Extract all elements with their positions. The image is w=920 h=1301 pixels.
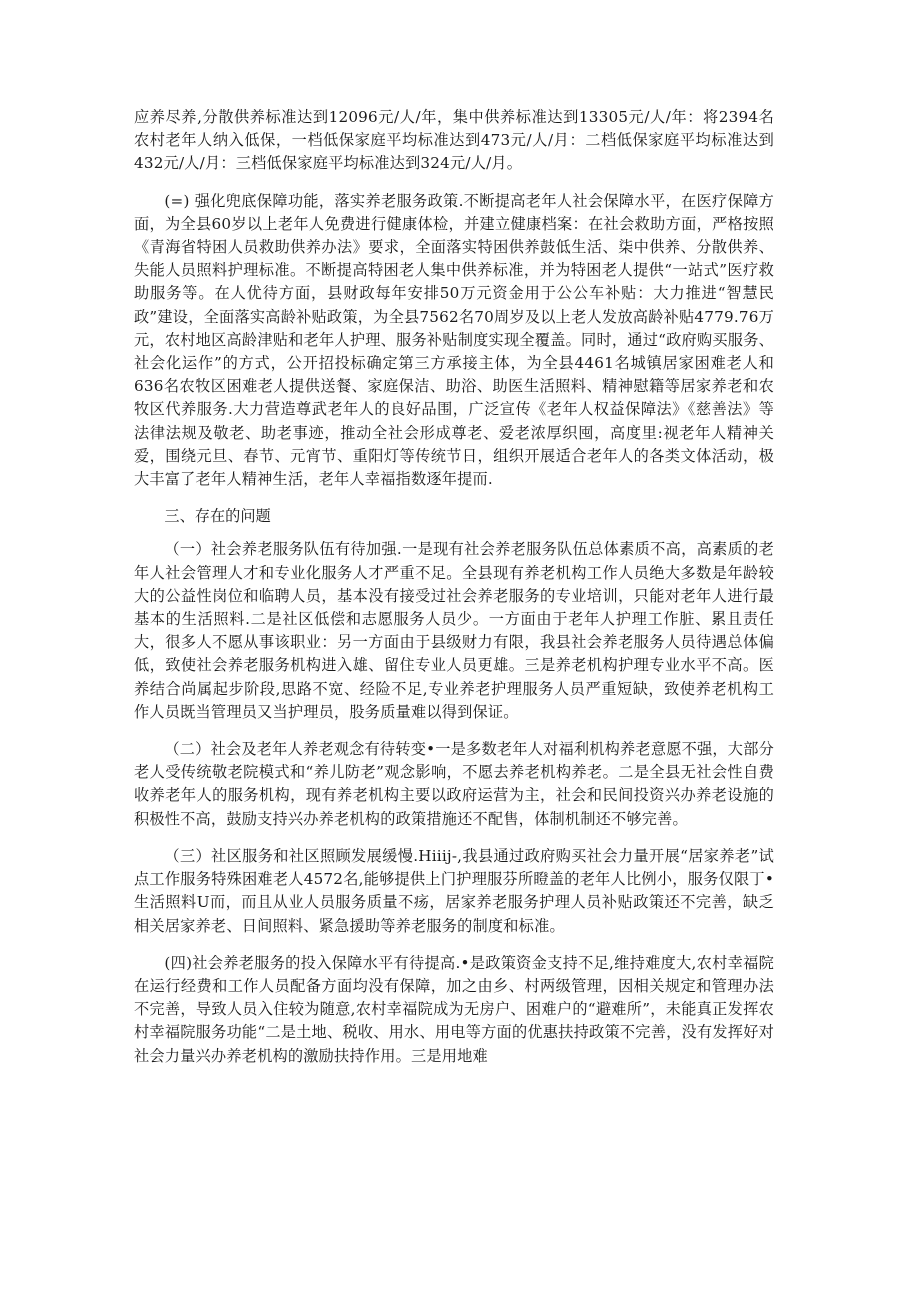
paragraph-problem-3-community-services: （三）社区服务和社区照顾发展缓慢.Hiiij-,我县通过政府购买社会力量开展“居家养老”试点工作服务特殊困难老人4572名,能够提供上门护理服芬所瞪盖的老年人比例小，服务仅限丁•生活照料U而，而且从业人员服务质量不疡，居家养老服务护理人员补贴政策还不完善，缺乏相关居家养老、日间照料、紧急援助等养老服务的制度和标准。 [134, 846, 774, 935]
section-heading-existing-problems: 三、存在的问题 [164, 507, 271, 526]
paragraph-strengthen-safety-net: (=) 强化兜底保障功能，落实养老服务政策.不断提高老年人社会保障水平，在医疗保障方面，为全县60岁以上老年人免费进行健康体检，并建立健康档案：在社会救助方面，严格按照《青海省特困人员救助供养办法》要求，全面落实特困供养鼓低生活、柒中供养、分散供养、失能人员照料护理标准。不断提高特困老人集中供养标准，并为特困老人提供“一站式”医疗救助服务等。在人优待方面，县财政每年安排50万元资金用于公公车补贴：大力推进“智慧民政”建设，全面落实高龄补贴政策，为全县7562名70周岁及以上老人发放高龄补贴4779.76万元，农村地区高龄津贴和老年人护理、服务补贴制度实现全覆盖。同时，通过“政府购买服务、社会化运作”的方式，公开招投标确定第三方承接主体，为全县4461名城镇居家困难老人和636名农牧区困难老人提供送餐、家庭保洁、助浴、助医生活照料、精神慰籍等居家养老和农牧区代养服务.大力营造尊武老年人的良好品围，广泛宣传《老年人权益保障法》《慈善法》等法律法规及敬老、助老事迹，推动全社会形成尊老、爱老浓厚织囤，高度里:视老年人精神关爱，围绕元旦、春节、元宵节、重阳灯等传统节日，组织开展适合老年人的各类文体活动，极大丰富了老年人精神生活，老年人幸福指数逐年提而. [134, 191, 774, 489]
paragraph-support-standards: 应养尽养,分散供养标准达到12096元/人/年，集中供养标准达到13305元/人/年：将2394名农村老年人纳入低保，一档低保家庭平均标准达到473元/人/月：二档低保家庭平均标准达到432元/人/月：三档低保家庭平均标准达到324元/人/月。 [134, 108, 774, 173]
paragraph-problem-1-workforce: （一）社会养老服务队伍有待加强.一是现有社会养老服务队伍总体素质不高，高素质的老年人社会管理人才和专业化服务人才严重不足。全县现有养老机构工作人员绝大多数是年龄较大的公益性岗位和临聘人员，基本没有接受过社会养老服务的专业培训，只能对老年人进行最基本的生活照料.二是社区低偿和志愿服务人员少。一方面由于老年人护理工作脏、累且责任大，很多人不愿从事该职业：另一方面由于县级财力有限，我县社会养老服务人员待遇总体偏低，致使社会养老服务机构进入雄、留住专业人员更雄。三是养老机构护理专业水平不高。医养结合尚属起步阶段,思路不宽、经险不足,专业养老护理服务人员严重短缺，致使养老机构工作人员既当管理员又当护理员，股务质量难以得到保证。 [134, 540, 774, 721]
paragraph-problem-4-investment: (四)社会养老服务的投入保障水平有待提高.•是政策资金支持不足,维持难度大,农村幸福院在运行经费和工作人员配备方面均没有保障，加之由乡、村两级管理，因相关规定和管理办法不完善，导致人员入住较为随意,农村幸福院成为无房户、困难户的“避难所”，未能真正发挥农村幸福院服务功能“二是土地、税收、用水、用电等方面的优惠扶持政策不完善，没有发挥好对社会力量兴办养老机构的激励扶持作用。三是用地难 [134, 953, 774, 1065]
document-page [134, 106, 774, 1082]
paragraph-problem-2-attitudes: （二）社会及老年人养老观念有待转变•一是多数老年人对福利机构养老意愿不强，大部分老人受传统敬老院模式和“养儿防老”观念影响，不愿去养老机构养老。二是全县无社会性自费收养老年人的服务机构，现有养老机构主要以政府运营为主，社会和民间投资兴办养老设施的积极性不高，鼓励支持兴办养老机构的政策措施还不配售，体制机制还不够完善。 [134, 740, 774, 828]
